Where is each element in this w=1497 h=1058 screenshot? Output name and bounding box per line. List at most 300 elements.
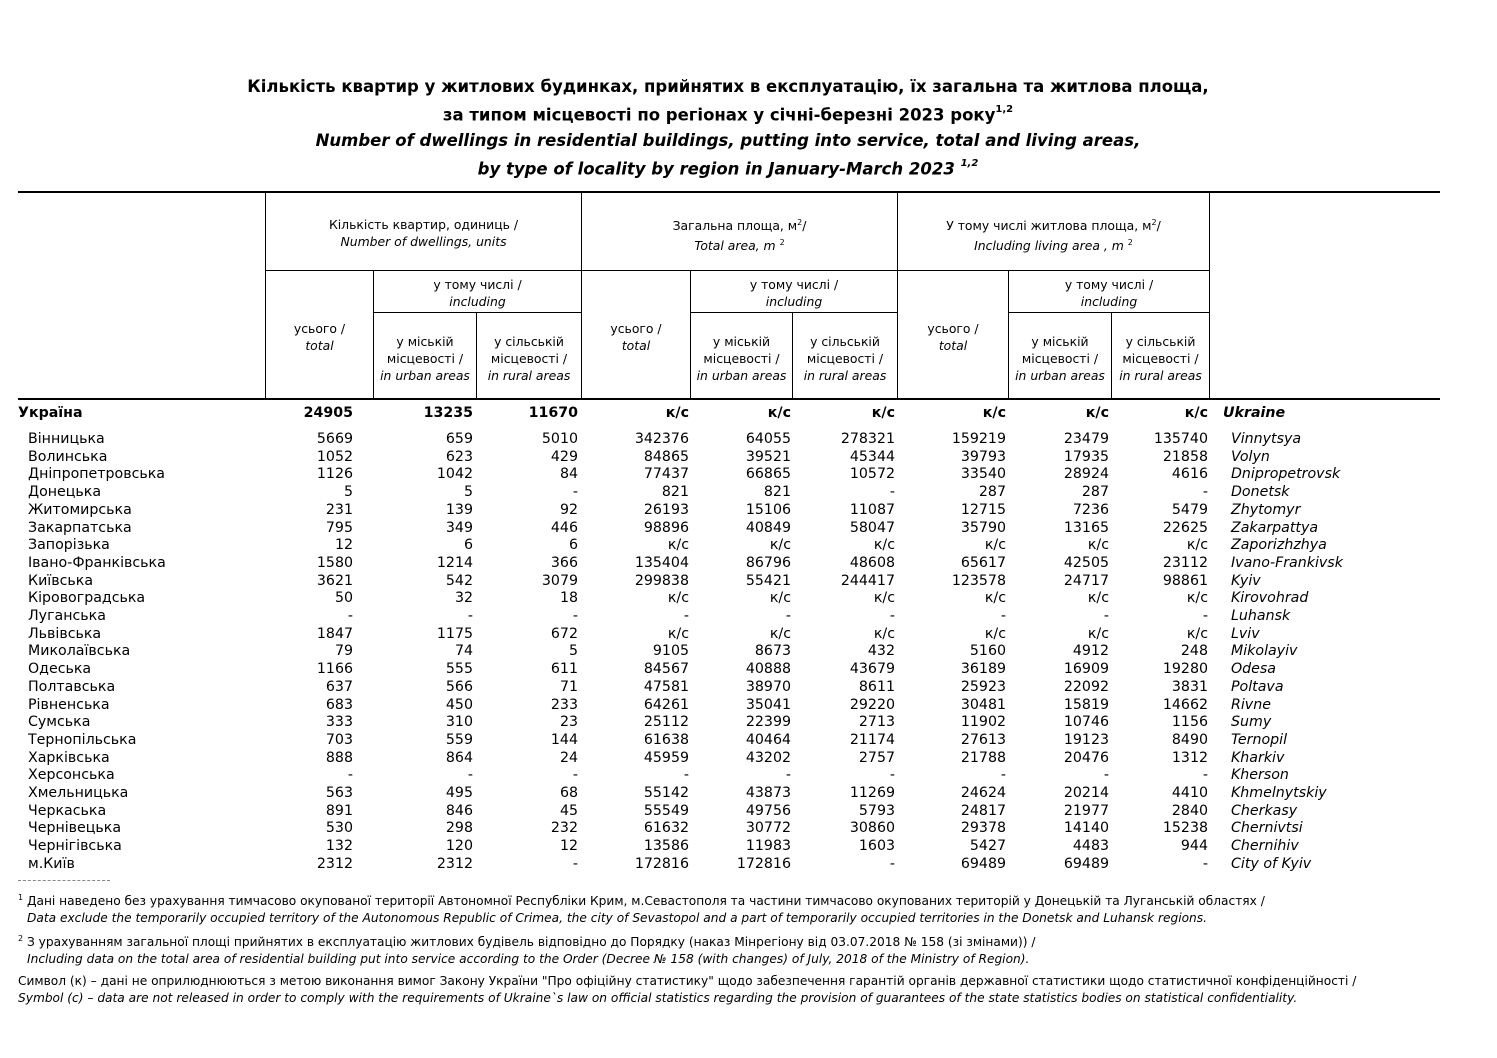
value-cell: 135740 [1153, 431, 1208, 447]
region-name-uk: Тернопільська [28, 732, 137, 748]
value-cell: 21977 [1063, 803, 1109, 819]
header-bottom-rule [18, 398, 1440, 400]
value-cell: 23112 [1162, 555, 1208, 571]
value-cell: к/с [984, 590, 1006, 606]
value-cell: 172816 [634, 856, 689, 872]
region-name-uk: Харківська [28, 750, 110, 766]
table-row [18, 642, 1438, 660]
value-cell: 888 [325, 750, 353, 766]
value-cell: к/с [1186, 590, 1208, 606]
region-name-uk: Івано-Франківська [28, 555, 166, 571]
value-cell: 84 [559, 466, 578, 482]
region-name-uk: Хмельницька [28, 785, 129, 801]
header-group-dwellings: Кількість квартир, одиниць / Number of dwellings, units [328, 217, 519, 249]
value-cell: 61632 [643, 820, 689, 836]
region-name-uk: Рівненська [28, 697, 110, 713]
region-name-uk: Запорізька [28, 537, 110, 553]
value-cell: к/с [1186, 626, 1208, 642]
table-row [18, 696, 1438, 714]
value-cell: 40849 [745, 520, 791, 536]
value-cell: 566 [445, 679, 473, 695]
value-cell: 74 [454, 643, 473, 659]
value-cell: к/с [873, 590, 895, 606]
value-cell: 79 [334, 643, 353, 659]
header-including: у тому числі / including [1064, 277, 1154, 309]
region-name-uk: Львівська [28, 626, 102, 642]
table-row [18, 802, 1438, 820]
value-cell: 559 [445, 732, 473, 748]
value-cell: 637 [325, 679, 353, 695]
table-row [18, 766, 1438, 784]
value-cell: 4410 [1171, 785, 1208, 801]
value-cell: 24817 [960, 803, 1006, 819]
region-name-en: Mikolayiv [1231, 643, 1298, 659]
value-cell: 8673 [754, 643, 791, 659]
region-name-en: Chernihiv [1231, 838, 1299, 854]
value-cell: 43873 [745, 785, 791, 801]
header-urban: у міській місцевості / in urban areas [696, 334, 787, 383]
table-row-total [18, 404, 1438, 422]
value-cell: - [683, 767, 689, 783]
table-row [18, 855, 1438, 873]
value-cell: 15238 [1162, 820, 1208, 836]
value-cell: 2840 [1171, 803, 1208, 819]
value-cell: 36189 [960, 661, 1006, 677]
region-name-en: Dnipropetrovsk [1231, 466, 1341, 482]
value-cell: 5669 [316, 431, 353, 447]
table-row [18, 483, 1438, 501]
value-cell: 278321 [840, 431, 895, 447]
value-cell: к/с [984, 537, 1006, 553]
value-cell: 429 [550, 449, 578, 465]
value-cell: 2713 [858, 714, 895, 730]
table-row [18, 536, 1438, 554]
value-cell: 11670 [528, 405, 578, 421]
value-cell: 231 [325, 502, 353, 518]
value-cell: 61638 [643, 732, 689, 748]
value-cell: 821 [763, 484, 791, 500]
value-cell: 5 [568, 643, 578, 659]
value-cell: 55549 [643, 803, 689, 819]
value-cell: 40888 [745, 661, 791, 677]
value-cell: 672 [550, 626, 578, 642]
table-row [18, 660, 1438, 678]
region-name-uk: м.Київ [28, 856, 75, 872]
value-cell: 29378 [960, 820, 1006, 836]
table-row [18, 607, 1438, 625]
value-cell: - [1202, 608, 1208, 624]
region-name-en: Sumy [1231, 714, 1272, 730]
value-cell: 144 [550, 732, 578, 748]
value-cell: 8611 [858, 679, 895, 695]
region-name-en: Chernivtsi [1231, 820, 1303, 836]
value-cell: 43202 [745, 750, 791, 766]
value-cell: 8490 [1171, 732, 1208, 748]
header-rural: у сільській місцевості / in rural areas [803, 334, 887, 383]
footnote-1: $^1$ Дані наведено без урахування тимчасово окупованої території Автономної Республіки Крим, м.Севастополя та частини тимчасово окупованих територій у Донецькій та Луганській областях / Data exclude the temporarily occupied territory of the Autonomous Republic of Crimea, the city of Sevastopol and a part of temporarily occupied territories in the Donetsk and Luhansk regions. [18, 893, 1265, 926]
value-cell: 47581 [643, 679, 689, 695]
region-name-uk: Луганська [28, 608, 106, 624]
header-total: усього / total [293, 321, 346, 353]
value-cell: 11983 [745, 838, 791, 854]
region-name-en: Zhytomyr [1231, 502, 1301, 518]
value-cell: - [889, 856, 895, 872]
value-cell: 542 [445, 573, 473, 589]
value-cell: 5010 [541, 431, 578, 447]
value-cell: 65617 [960, 555, 1006, 571]
table-row [18, 749, 1438, 767]
value-cell: 10746 [1063, 714, 1109, 730]
region-name-en: Rivne [1231, 697, 1271, 713]
region-name-uk: Черкаська [28, 803, 107, 819]
value-cell: 24624 [960, 785, 1006, 801]
value-cell: 3079 [541, 573, 578, 589]
value-cell: 16909 [1063, 661, 1109, 677]
value-cell: 30481 [960, 697, 1006, 713]
value-cell: - [785, 767, 791, 783]
value-cell: 26193 [643, 502, 689, 518]
value-cell: 349 [445, 520, 473, 536]
value-cell: 244417 [840, 573, 895, 589]
value-cell: 43679 [849, 661, 895, 677]
value-cell: 795 [325, 520, 353, 536]
region-name-uk: Полтавська [28, 679, 116, 695]
table-row [18, 589, 1438, 607]
value-cell: 69489 [1063, 856, 1109, 872]
header-urban: у міській місцевості / in urban areas [1015, 334, 1105, 383]
table-row [18, 554, 1438, 572]
value-cell: 64055 [745, 431, 791, 447]
value-cell: - [1103, 767, 1109, 783]
table-row [18, 519, 1438, 537]
region-name-uk: Одеська [28, 661, 92, 677]
region-name-en: Khmelnytskiy [1231, 785, 1327, 801]
value-cell: 891 [325, 803, 353, 819]
value-cell: 45344 [849, 449, 895, 465]
value-cell: 450 [445, 697, 473, 713]
region-name-uk: Закарпатська [28, 520, 132, 536]
value-cell: 98896 [643, 520, 689, 536]
region-name-uk: Миколаївська [28, 643, 131, 659]
table-row [18, 731, 1438, 749]
table-row [18, 572, 1438, 590]
value-cell: 6 [568, 537, 578, 553]
region-name-en: Zakarpattya [1231, 520, 1319, 536]
title-en-line1: Number of dwellings in residential buildings, putting into service, total and living areas, [315, 130, 1141, 150]
value-cell: 846 [445, 803, 473, 819]
value-cell: 22092 [1063, 679, 1109, 695]
value-cell: 21788 [960, 750, 1006, 766]
value-cell: 123578 [951, 573, 1006, 589]
value-cell: 48608 [849, 555, 895, 571]
table-row [18, 837, 1438, 855]
value-cell: 33540 [960, 466, 1006, 482]
value-cell: - [347, 767, 353, 783]
value-cell: - [1202, 484, 1208, 500]
value-cell: 139 [445, 502, 473, 518]
value-cell: 310 [445, 714, 473, 730]
value-cell: к/с [1085, 405, 1109, 421]
value-cell: 12 [334, 537, 353, 553]
value-cell: 21858 [1162, 449, 1208, 465]
footnote-2: $^2$ З урахуванням загальної площі прийнятих в експлуатацію житлових будівель відповідно до Порядку (наказ Мінрегіону від 03.07.2018 № 158 (зі змінами)) / Including data on the total area of residential building put into service according to the Order (Decree № 158 (with changes) of July, 2018 of the Ministry of Region). [18, 934, 1036, 967]
value-cell: - [1202, 767, 1208, 783]
value-cell: 20476 [1063, 750, 1109, 766]
value-cell: 4912 [1072, 643, 1109, 659]
value-cell: 14140 [1063, 820, 1109, 836]
value-cell: 333 [325, 714, 353, 730]
value-cell: 55142 [643, 785, 689, 801]
value-cell: 42505 [1063, 555, 1109, 571]
value-cell: 248 [1180, 643, 1208, 659]
table-row [18, 430, 1438, 448]
region-name-en: Poltava [1231, 679, 1284, 695]
value-cell: - [572, 484, 578, 500]
value-cell: к/с [665, 405, 689, 421]
value-cell: - [1103, 608, 1109, 624]
value-cell: 18 [559, 590, 578, 606]
region-name-uk: Кіровоградська [28, 590, 146, 606]
value-cell: 4616 [1171, 466, 1208, 482]
region-name-en: City of Kyiv [1231, 856, 1312, 872]
value-cell: 446 [550, 520, 578, 536]
value-cell: 39521 [745, 449, 791, 465]
value-cell: 25923 [960, 679, 1006, 695]
header-total: усього / total [610, 321, 662, 353]
value-cell: 2312 [436, 856, 473, 872]
value-cell: 23 [559, 714, 578, 730]
value-cell: 45 [559, 803, 578, 819]
value-cell: 17935 [1063, 449, 1109, 465]
header-including-rule-2 [690, 312, 897, 313]
header-total: усього / total [927, 321, 979, 353]
value-cell: к/с [1184, 405, 1208, 421]
value-cell: 821 [661, 484, 689, 500]
value-cell: 5427 [969, 838, 1006, 854]
value-cell: 1580 [316, 555, 353, 571]
value-cell: 298 [445, 820, 473, 836]
value-cell: - [785, 608, 791, 624]
header-including-rule-1 [373, 312, 581, 313]
value-cell: 232 [550, 820, 578, 836]
value-cell: 299838 [634, 573, 689, 589]
value-cell: к/с [767, 405, 791, 421]
value-cell: 21174 [849, 732, 895, 748]
value-cell: 92 [559, 502, 578, 518]
value-cell: 84567 [643, 661, 689, 677]
value-cell: 659 [445, 431, 473, 447]
region-name-en: Donetsk [1231, 484, 1290, 500]
value-cell: - [572, 856, 578, 872]
value-cell: 24 [559, 750, 578, 766]
value-cell: 366 [550, 555, 578, 571]
value-cell: 19123 [1063, 732, 1109, 748]
value-cell: к/с [769, 537, 791, 553]
value-cell: 50 [334, 590, 353, 606]
value-cell: 84865 [643, 449, 689, 465]
value-cell: 98861 [1162, 573, 1208, 589]
value-cell: 24717 [1063, 573, 1109, 589]
value-cell: 287 [978, 484, 1006, 500]
region-name-en: Cherkasy [1231, 803, 1298, 819]
region-name-en: Ukraine [1223, 405, 1286, 421]
value-cell: 24905 [303, 405, 353, 421]
value-cell: 342376 [634, 431, 689, 447]
region-name-en: Lviv [1231, 626, 1260, 642]
value-cell: 1052 [316, 449, 353, 465]
value-cell: 135404 [634, 555, 689, 571]
value-cell: 2312 [316, 856, 353, 872]
value-cell: 12 [559, 838, 578, 854]
value-cell: 703 [325, 732, 353, 748]
value-cell: 30860 [849, 820, 895, 836]
value-cell: к/с [873, 626, 895, 642]
region-name-en: Zaporizhzhya [1231, 537, 1327, 553]
value-cell: 495 [445, 785, 473, 801]
value-cell: 12715 [960, 502, 1006, 518]
value-cell: 45959 [643, 750, 689, 766]
value-cell: 1175 [436, 626, 473, 642]
value-cell: - [1000, 767, 1006, 783]
value-cell: к/с [1186, 537, 1208, 553]
region-name-en: Kharkiv [1231, 750, 1285, 766]
value-cell: 38970 [745, 679, 791, 695]
value-cell: 13165 [1063, 520, 1109, 536]
value-cell: 86796 [745, 555, 791, 571]
footnote-separator [18, 880, 110, 881]
value-cell: 14662 [1162, 697, 1208, 713]
value-cell: 944 [1180, 838, 1208, 854]
value-cell: 5 [463, 484, 473, 500]
value-cell: 611 [550, 661, 578, 677]
value-cell: 1126 [316, 466, 353, 482]
title-uk-line2: за типом місцевості по регіонах у січні-березні 2023 року$^{1,2}$ [442, 104, 1014, 125]
value-cell: 19280 [1162, 661, 1208, 677]
value-cell: - [889, 608, 895, 624]
value-cell: к/с [769, 590, 791, 606]
header-group-living-area: У тому числі житлова площа, $м^2/$ Including living area , m $^2$ [946, 218, 1161, 254]
value-cell: 30772 [745, 820, 791, 836]
value-cell: 35790 [960, 520, 1006, 536]
value-cell: 1156 [1171, 714, 1208, 730]
value-cell: 1312 [1171, 750, 1208, 766]
table-row [18, 713, 1438, 731]
value-cell: - [889, 767, 895, 783]
title-en-line2: by type of locality by region in January-March 2023 $^{1,2}$ [477, 157, 979, 178]
value-cell: к/с [982, 405, 1006, 421]
value-cell: 77437 [643, 466, 689, 482]
value-cell: 20214 [1063, 785, 1109, 801]
value-cell: 3621 [316, 573, 353, 589]
table-row [18, 448, 1438, 466]
value-cell: 10572 [849, 466, 895, 482]
value-cell: 22399 [745, 714, 791, 730]
header-including: у тому числі / including [433, 277, 522, 309]
header-group-rule [265, 270, 1209, 271]
value-cell: - [683, 608, 689, 624]
table-row [18, 465, 1438, 483]
region-name-uk: Київська [28, 573, 94, 589]
value-cell: 287 [1081, 484, 1109, 500]
value-cell: 5479 [1171, 502, 1208, 518]
header-rural: у сільській місцевості / in rural areas [487, 334, 571, 383]
value-cell: 29220 [849, 697, 895, 713]
table-row [18, 625, 1438, 643]
value-cell: 39793 [960, 449, 1006, 465]
header-including-rule-3 [1008, 312, 1209, 313]
value-cell: - [889, 484, 895, 500]
value-cell: 13586 [643, 838, 689, 854]
value-cell: 13235 [423, 405, 473, 421]
value-cell: - [467, 767, 473, 783]
value-cell: 432 [867, 643, 895, 659]
value-cell: - [467, 608, 473, 624]
value-cell: к/с [984, 626, 1006, 642]
header-including: у тому числі / including [749, 277, 839, 309]
value-cell: к/с [1087, 626, 1109, 642]
value-cell: 6 [463, 537, 473, 553]
value-cell: 32 [454, 590, 473, 606]
value-cell: к/с [667, 626, 689, 642]
region-name-uk: Житомирська [28, 502, 132, 518]
header-urban: у міській місцевості / in urban areas [380, 334, 470, 383]
table-row [18, 501, 1438, 519]
value-cell: 28924 [1063, 466, 1109, 482]
value-cell: 5793 [858, 803, 895, 819]
value-cell: 7236 [1072, 502, 1109, 518]
value-cell: 64261 [643, 697, 689, 713]
region-name-en: Vinnytsya [1231, 431, 1302, 447]
region-name-uk: Донецька [28, 484, 102, 500]
value-cell: 71 [559, 679, 578, 695]
value-cell: 49756 [745, 803, 791, 819]
value-cell: 2757 [858, 750, 895, 766]
value-cell: к/с [1087, 537, 1109, 553]
header-divider [1209, 192, 1210, 398]
value-cell: 1603 [858, 838, 895, 854]
value-cell: 11902 [960, 714, 1006, 730]
region-name-en: Volyn [1231, 449, 1270, 465]
region-name-uk: Херсонська [28, 767, 115, 783]
value-cell: 623 [445, 449, 473, 465]
region-name-en: Luhansk [1231, 608, 1291, 624]
value-cell: 5 [343, 484, 353, 500]
region-name-uk: Україна [18, 405, 83, 421]
value-cell: к/с [873, 537, 895, 553]
value-cell: - [347, 608, 353, 624]
value-cell: 69489 [960, 856, 1006, 872]
value-cell: 27613 [960, 732, 1006, 748]
value-cell: 15819 [1063, 697, 1109, 713]
region-name-uk: Вінницька [28, 431, 105, 447]
region-name-uk: Сумська [28, 714, 91, 730]
region-name-uk: Волинська [28, 449, 108, 465]
value-cell: 40464 [745, 732, 791, 748]
value-cell: 233 [550, 697, 578, 713]
value-cell: - [572, 608, 578, 624]
value-cell: 66865 [745, 466, 791, 482]
region-name-en: Odesa [1231, 661, 1276, 677]
document-title [0, 74, 1456, 181]
symbol-note: Символ (к) – дані не оприлюднюються з метою виконання вимог Закону України "Про офіційну статистику" щодо забезпечення гарантій органів державної статистики щодо статистичної конфіденційності / Symbol (c) – data are not released in order to comply with the requirements of Ukraine`s law on official statistics regarding the provision of guarantees of the state statistics bodies on statistical confidentiality. [18, 974, 1357, 1005]
value-cell: 172816 [736, 856, 791, 872]
value-cell: 22625 [1162, 520, 1208, 536]
value-cell: - [572, 767, 578, 783]
value-cell: - [1202, 856, 1208, 872]
value-cell: к/с [769, 626, 791, 642]
value-cell: к/с [667, 537, 689, 553]
region-name-en: Kherson [1231, 767, 1289, 783]
